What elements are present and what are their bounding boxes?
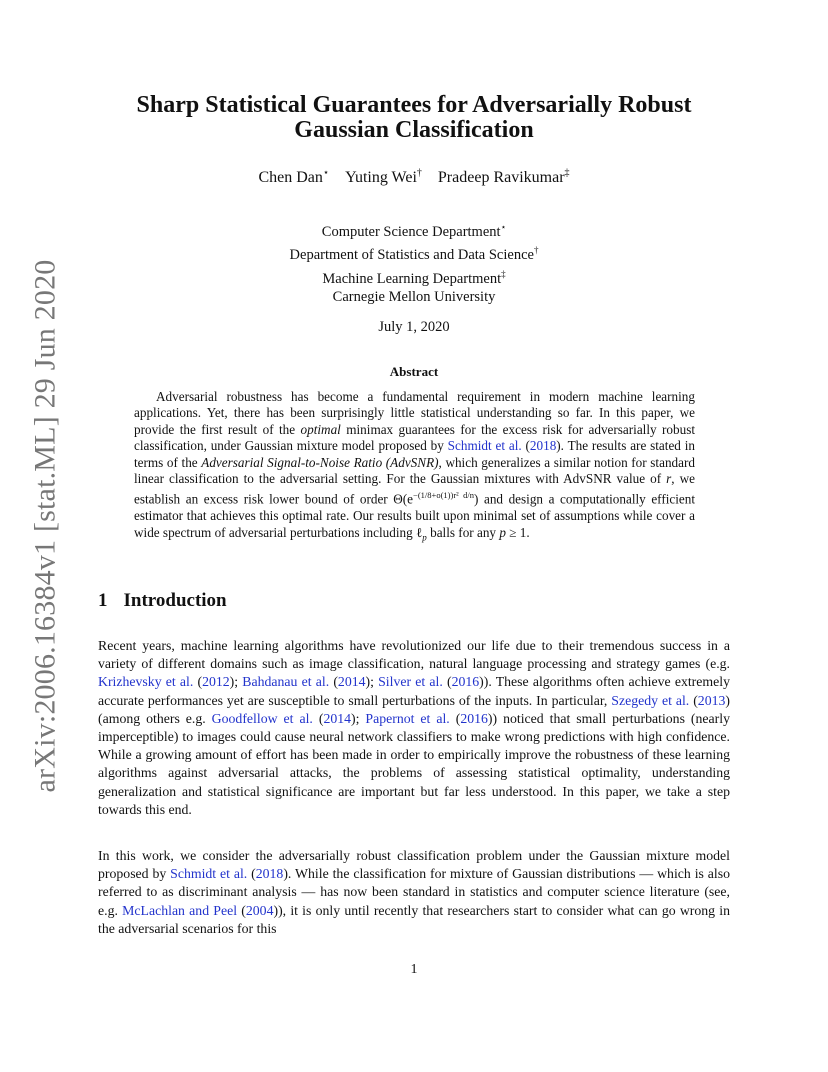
abstract-text: minimax guarantees for the excess risk for adversarially robust classification, under Gaussian mixture model proposed by: [134, 421, 695, 454]
abstract-text: ). The results are stated in terms of the: [134, 438, 695, 470]
citation-year-link[interactable]: 2012: [202, 674, 230, 690]
abstract-text: balls for any: [426, 524, 500, 540]
paragraph-text: (: [247, 866, 256, 882]
paragraph-text: (: [193, 674, 203, 690]
citation-link[interactable]: Bahdanau et al.: [242, 674, 330, 690]
affiliation-line: [180, 265, 648, 288]
paragraph-text: (: [449, 710, 461, 726]
abstract-heading: Abstract: [389, 364, 439, 379]
paragraph-text: Recent years, machine learning algorithms have revolutionized our life due to their tremendous success in a variety of different domains such as image classification, natural language processing and strategy games (e.g.: [98, 638, 730, 672]
author-name: Yuting Wei: [345, 169, 417, 187]
citation-year-link[interactable]: 2014: [323, 710, 352, 726]
page-number: 1: [410, 962, 418, 977]
citation-link[interactable]: Schmidt et al.: [170, 866, 248, 882]
abstract-emphasis: optimal: [300, 421, 341, 437]
paper-title: [90, 93, 738, 143]
affiliation-name: Department of Statistics and Data Science: [289, 247, 534, 264]
author-list: [140, 168, 688, 187]
citation-link[interactable]: McLachlan and Peel: [122, 902, 238, 918]
citation-year-link[interactable]: 2016: [451, 674, 480, 690]
citation-link[interactable]: Szegedy et al.: [611, 692, 690, 708]
section-number: 1: [98, 590, 108, 611]
abstract-text: ) and design a computationally efficient estimator that achieves this optimal rate. Our results built upon minimal set of assumptions while cover a wide spectrum of adversarial perturbations including ℓ: [134, 491, 696, 540]
paragraph-text: (: [442, 674, 452, 690]
paragraph-text: )) noticed that small perturbations (nearly imperceptible) to images could cause neural network classifiers to make wrong predictions with high confidence. While a growing amount of effort has been made in order to empirically improve the robustness of these learning algorithms against adversarial attacks, the problems of assessing statistical optimality, understanding generalization and statistical significance are important but far less understood. In this paper, we take a step towards this end.: [98, 710, 730, 817]
author-mark: ‡: [564, 168, 570, 179]
citation-year-link[interactable]: 2016: [460, 710, 488, 726]
math-exponent: −(1/8+o(1))r² d/n: [413, 490, 474, 501]
section-title: Introduction: [123, 590, 227, 611]
affiliation-mark: ‡: [501, 268, 506, 279]
citation-link[interactable]: Silver et al.: [378, 674, 443, 690]
abstract-text: (: [521, 438, 530, 454]
title-line-1: Sharp Statistical Guarantees for Adversarially Robust: [136, 92, 692, 118]
abstract-emphasis: Adversarial Signal-to-Noise Ratio (AdvSNR): [201, 454, 439, 470]
citation-year-link[interactable]: 2018: [255, 866, 284, 882]
citation-link[interactable]: Papernot et al.: [365, 710, 450, 726]
author: [438, 169, 570, 186]
affiliation-line: [180, 218, 648, 241]
affiliations: [180, 218, 648, 306]
author-name: Pradeep Ravikumar: [437, 169, 565, 187]
paragraph-text: (: [689, 692, 698, 708]
affiliation-mark: †: [533, 245, 539, 256]
paragraph-text: In this work, we consider the adversarially robust classification problem under the Gaussian mixture model proposed by: [98, 848, 730, 882]
math-subscript: p: [422, 532, 427, 543]
paragraph-text: )), it is only until recently that researchers start to consider what can go wrong in the adversarial scenarios for this: [98, 902, 731, 936]
citation-year-link[interactable]: 2013: [697, 692, 726, 708]
author: [345, 169, 422, 186]
paragraph-text: ). While the classification for mixture of Gaussian distributions — which is also referred to as discriminant analysis — has now been standard in statistics and computer science literature (see, e.g.: [98, 866, 730, 918]
math-variable: r: [666, 471, 672, 487]
affiliation-line: [180, 241, 648, 264]
author-mark: ⋆: [322, 168, 330, 179]
citation-year-link[interactable]: 2014: [337, 674, 366, 690]
affiliation-name: Computer Science Department: [321, 223, 501, 240]
citation-link[interactable]: Goodfellow et al.: [211, 710, 313, 726]
paragraph-text: )). These algorithms often achieve extremely accurate performances yet are susceptible to small perturbations of the inputs. In particular,: [98, 674, 730, 708]
paragraph-text: );: [365, 674, 379, 690]
author-mark: †: [416, 168, 422, 179]
author: [258, 169, 329, 186]
body-paragraph: [98, 637, 730, 819]
author-name: Chen Dan: [258, 169, 323, 187]
affiliation-name: Machine Learning Department: [322, 270, 502, 287]
publication-date: July 1, 2020: [378, 319, 450, 335]
affiliation-name: Carnegie Mellon University: [332, 288, 496, 305]
abstract-text: ≥ 1.: [505, 524, 530, 540]
abstract-text: , we establish an excess risk lower bound of order Θ(e: [134, 471, 695, 507]
abstract-text: , which generalizes a similar notion for standard linear classification to the adversarial setting. For the Gaussian mixtures with AdvSNR value of: [134, 454, 695, 487]
math-variable: p: [499, 524, 506, 540]
paragraph-text: (: [237, 902, 246, 918]
affiliation-line: [180, 288, 648, 307]
abstract-body: [134, 389, 695, 546]
arxiv-identifier-stamp: [22, 259, 68, 793]
paragraph-text: (: [329, 674, 338, 690]
citation-link[interactable]: Schmidt et al.: [447, 438, 522, 454]
citation-year-link[interactable]: 2004: [245, 902, 274, 918]
paragraph-text: ) (among others e.g.: [98, 692, 730, 726]
affiliation-mark: ⋆: [500, 222, 507, 232]
abstract-text: Adversarial robustness has become a fundamental requirement in modern machine learning applications. Yet, there has been surprisingly little statistical understanding so far. In this paper, we provide the first result of the: [134, 389, 695, 437]
paragraph-text: (: [312, 710, 324, 726]
citation-year-link[interactable]: 2018: [529, 438, 557, 454]
arxiv-stamp-text: arXiv:2006.16384v1 [stat.ML] 29 Jun 2020: [28, 259, 61, 793]
paragraph-text: );: [351, 710, 366, 726]
title-line-2: Gaussian Classification: [294, 117, 534, 143]
citation-link[interactable]: Krizhevsky et al.: [98, 674, 194, 690]
paragraph-text: );: [229, 674, 243, 690]
body-paragraph: [98, 847, 730, 938]
section-heading: [98, 590, 227, 612]
